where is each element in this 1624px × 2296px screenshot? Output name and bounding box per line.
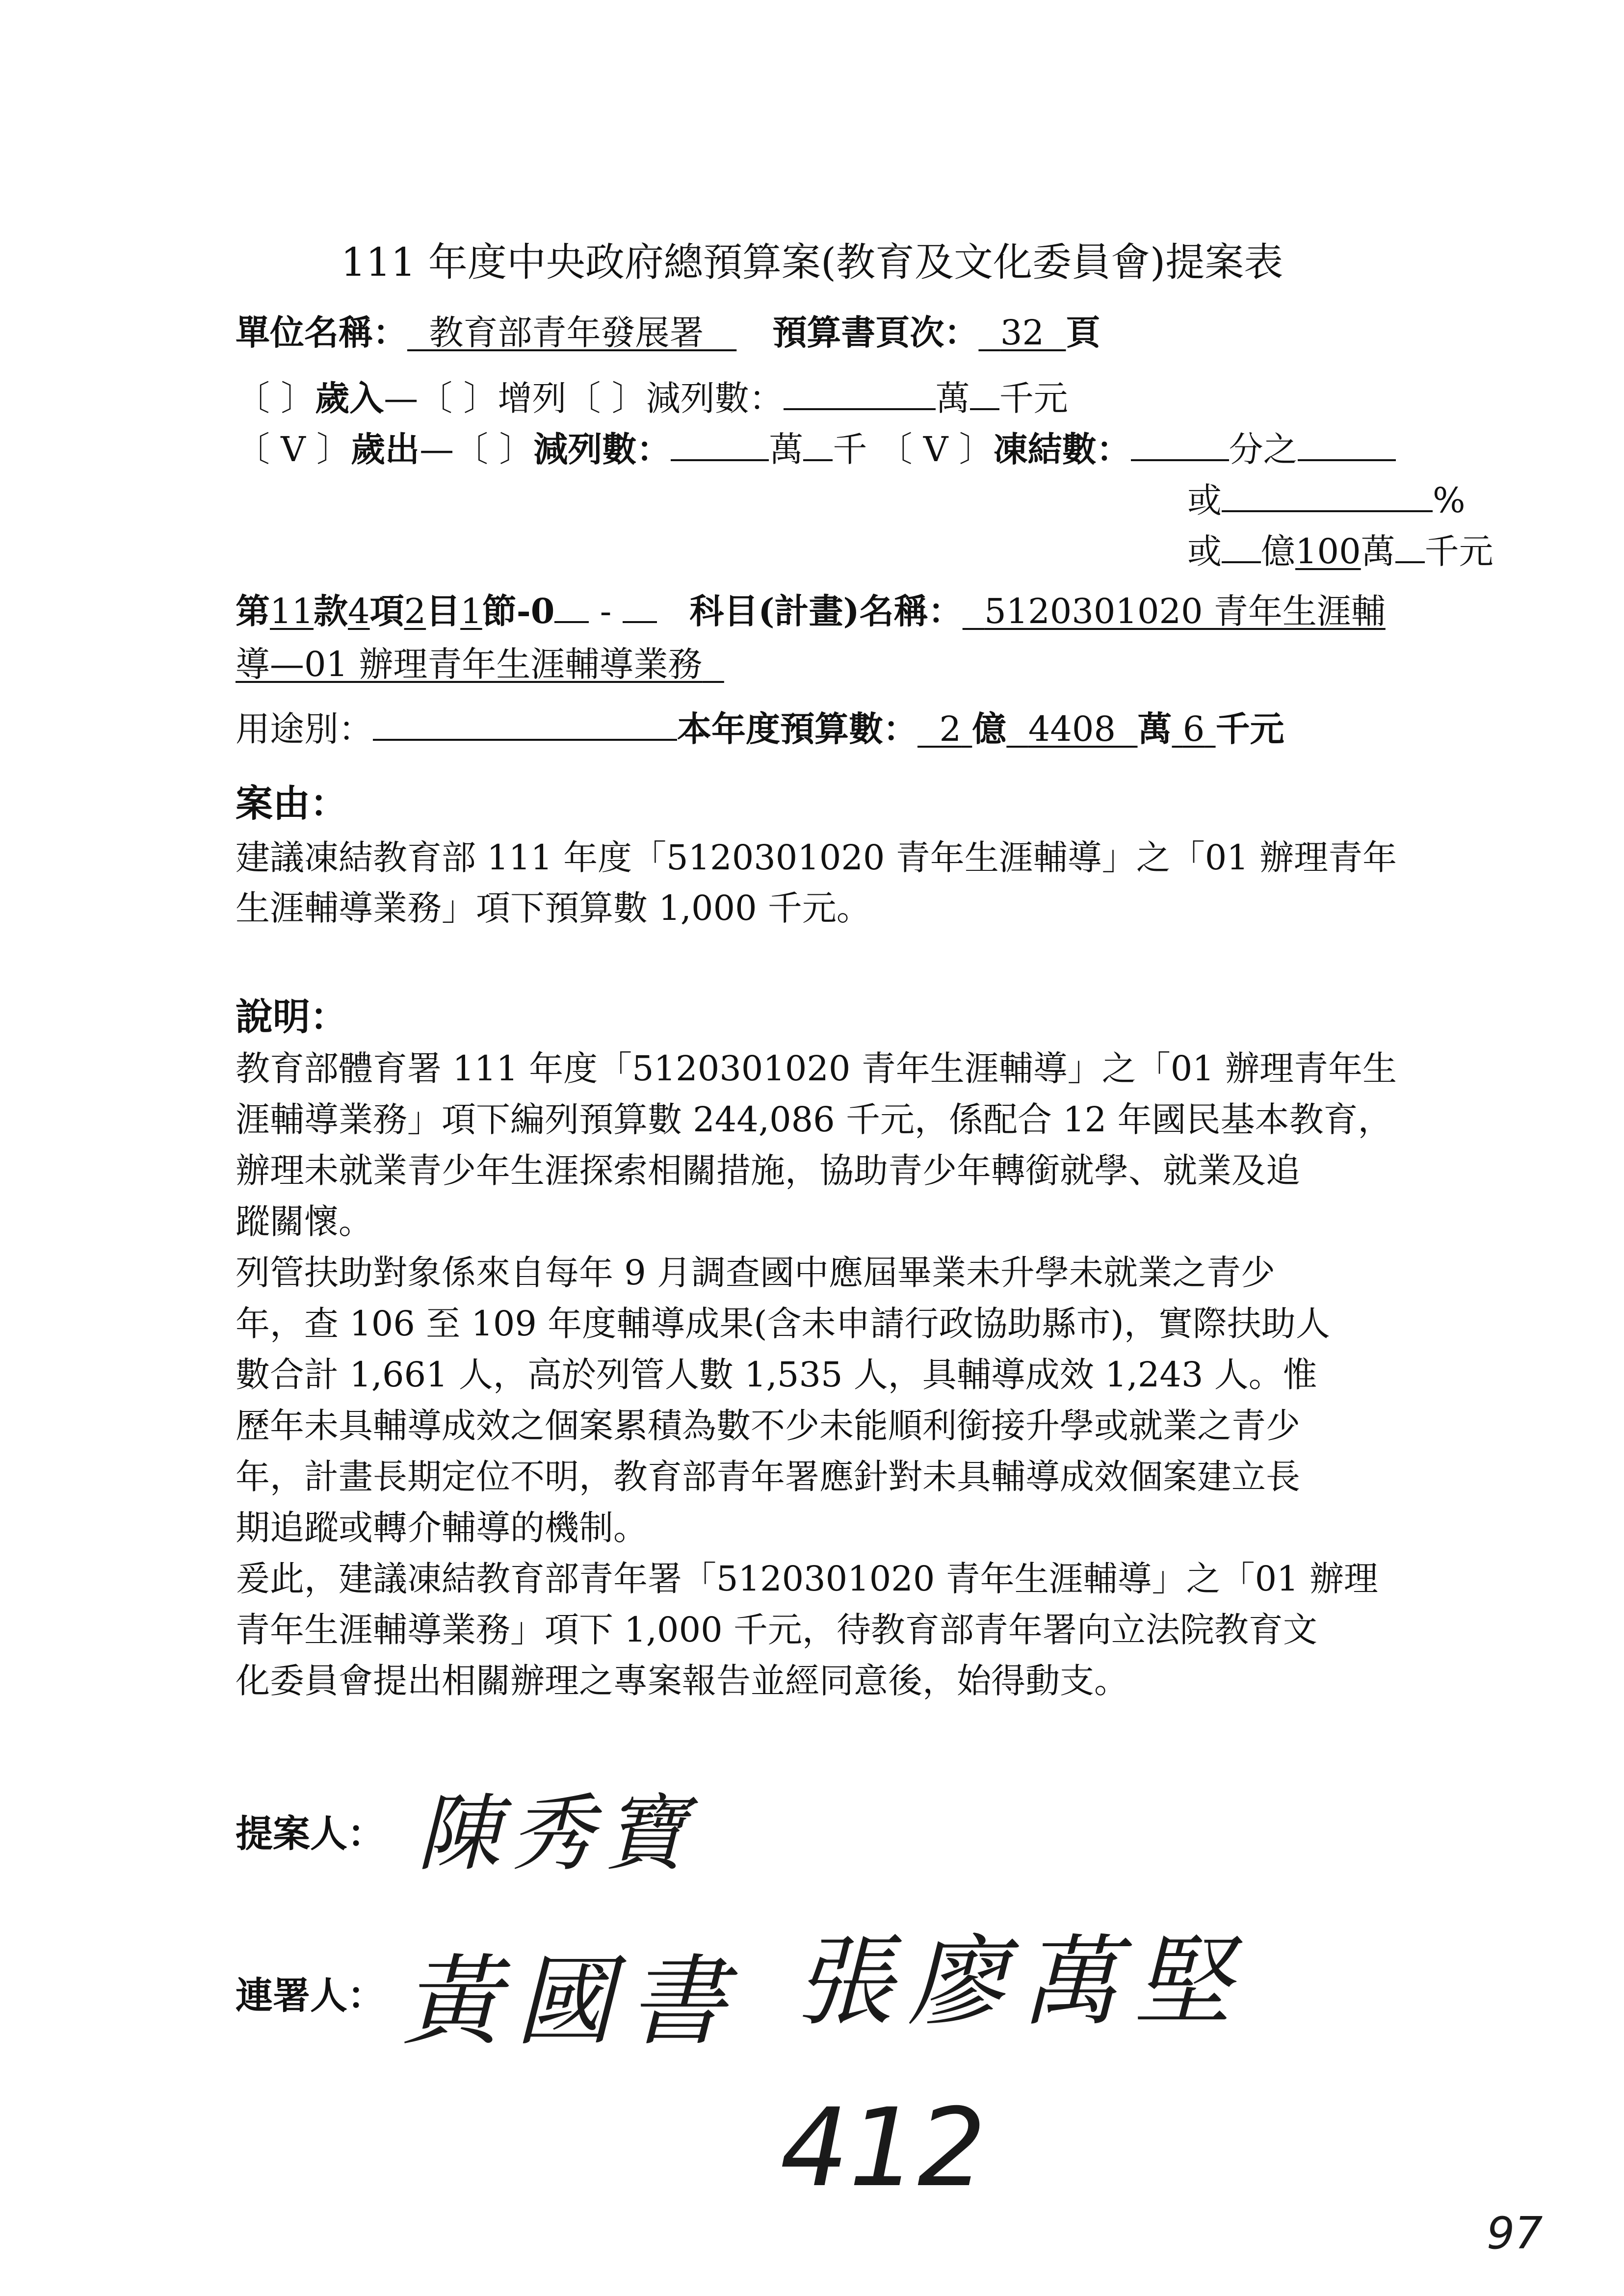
freeze-numerator-blank[interactable] [1131,425,1229,461]
account-line [236,587,1386,635]
expense-label: 歲出 [351,429,420,470]
or-percent-line [1187,476,1466,524]
dash: — [384,378,419,418]
yi-unit: 億 [1261,531,1295,572]
explanation-line: 歷年未具輔導成效之個案累積為數不少未能順利銜接升學或就業之青少 [236,1406,1300,1446]
yi-blank[interactable] [1222,527,1261,563]
mu-value: 2 [404,591,426,631]
explanation-line: 年，查 106 至 109 年度輔導成果(含未申請行政協助縣市)，實際扶助人 [236,1304,1330,1344]
mu-label: 目 [426,591,461,631]
explanation-line: 教育部體育署 111 年度「5120301020 青年生涯輔導」之「01 辦理青年生 [236,1048,1397,1089]
qian-value: 6 [1182,709,1205,749]
explanation-line: 列管扶助對象係來自每年 9 月調查國中應屆畢業未升學未就業之青少 [236,1252,1276,1293]
page-number: 97 [1487,2208,1543,2259]
unit-value: 教育部青年發展署 [429,313,704,353]
qian-blank[interactable] [1395,527,1425,563]
usage-label: 用途別： [236,709,373,749]
explanation-line: 青年生涯輔導業務」項下 1,000 千元，待教育部青年署向立法院教育文 [236,1610,1317,1650]
wan-unit: 萬 [935,378,970,418]
form-title: 111 年度中央政府總預算案(教育及文化委員會)提案表 [341,239,1283,285]
wan-value: 4408 [1028,709,1116,749]
reason-heading: 案由： [236,782,347,825]
page-value: 32 [1000,313,1044,353]
explanation-line: 年，計畫長期定位不明，教育部青年署應針對未具輔導成效個案建立長 [236,1457,1300,1497]
qian-unit: 千元 [1215,708,1284,749]
wan-unit: 萬 [1361,531,1395,572]
proposer-label: 提案人： [236,1812,385,1855]
revenue-checkbox[interactable]: 〔 〕 [236,378,315,418]
kuan-value: 11 [270,591,314,631]
explanation-line: 數合計 1,661 人，高於列管人數 1,535 人，具輔導成效 1,243 人。惟 [236,1355,1317,1395]
expense-wan-blank[interactable] [671,425,769,461]
kuan-label: 款 [314,591,348,631]
blank[interactable] [554,587,589,623]
qian-unit: 千元 [1424,531,1493,572]
explanation-line: 化委員會提出相關辦理之專案報告並經同意後，始得動支。 [236,1661,1128,1701]
jie-label: 節-0 [482,591,555,631]
subject-value-2: 導—01 辦理青年生涯輔導業務 [236,644,703,684]
explanation-heading: 說明： [236,995,347,1039]
page-unit: 頁 [1066,312,1100,353]
wan-unit: 萬 [769,429,804,470]
or-label: 或 [1187,480,1222,521]
dash: - [600,591,612,631]
qian-unit: 千 [833,429,867,470]
explanation-line: 涯輔導業務」項下編列預算數 244,086 千元，係配合 12 年國民基本教育， [236,1099,1392,1140]
subject-value-1: 5120301020 青年生涯輔 [984,591,1386,631]
explanation-line: 爰此，建議凍結教育部青年署「5120301020 青年生涯輔導」之「01 辦理 [236,1559,1378,1599]
expense-line [236,425,1396,473]
percent-blank[interactable] [1222,476,1433,512]
freeze-label: 凍結數： [993,429,1131,470]
expense-qian-blank[interactable] [803,425,833,461]
xiang-value: 4 [348,591,370,631]
or-amount-line [1187,527,1493,575]
freeze-checkbox[interactable]: 〔 V 〕 [878,429,994,470]
usage-blank[interactable] [373,704,677,741]
reason-line: 建議凍結教育部 111 年度「5120301020 青年生涯輔導」之「01 辦理青年 [236,837,1397,878]
increase-option[interactable]: 〔 〕增列 [418,378,567,418]
cosigner-signature: 黃國書 [402,1945,741,2059]
blank[interactable] [623,587,657,623]
percent-sign: % [1433,480,1466,521]
usage-line [236,704,1284,753]
decrease-checkbox[interactable]: 〔 〕 [454,429,534,470]
cosigner-signature: 張廖萬堅 [795,1925,1247,2039]
unit-label: 單位名稱： [236,312,407,353]
revenue-line [236,374,1068,422]
reason-line: 生涯輔導業務」項下預算數 1,000 千元。 [236,888,871,928]
xiang-label: 項 [369,591,404,631]
dash: — [419,429,454,470]
revenue-label: 歲入 [315,378,384,418]
budget-label: 本年度預算數： [677,708,917,749]
revenue-qian-blank[interactable] [970,374,999,410]
fraction-label: 分之 [1229,429,1298,470]
yi-value: 2 [939,709,962,749]
freeze-denominator-blank[interactable] [1298,425,1396,461]
page-label: 預算書頁次： [772,312,979,353]
explanation-line: 蹤關懷。 [236,1201,373,1242]
proposer-signature: 陳秀寶 [417,1785,697,1882]
decrease-option[interactable]: 〔 〕減列數： [566,378,784,418]
decrease-label: 減列數： [533,429,671,470]
freeze-wan-value: 100 [1295,531,1361,572]
revenue-wan-blank[interactable] [784,374,936,410]
explanation-line: 期追蹤或轉介輔導的機制。 [236,1508,648,1548]
unit-line [236,309,1100,356]
subject-label: 科目(計畫)名稱： [689,591,963,631]
qian-unit: 千元 [999,378,1068,418]
di-label: 第 [236,591,270,631]
jie-value: 1 [460,591,482,631]
wan-unit: 萬 [1137,708,1172,749]
expense-checkbox[interactable]: 〔 V 〕 [236,429,351,470]
or-label: 或 [1187,531,1222,572]
cosigners-label: 連署人： [236,1974,385,2017]
handwritten-number: 412 [780,2085,986,2211]
yi-unit: 億 [972,708,1007,749]
explanation-line: 辦理未就業青少年生涯探索相關措施，協助青少年轉銜就學、就業及追 [236,1150,1300,1191]
